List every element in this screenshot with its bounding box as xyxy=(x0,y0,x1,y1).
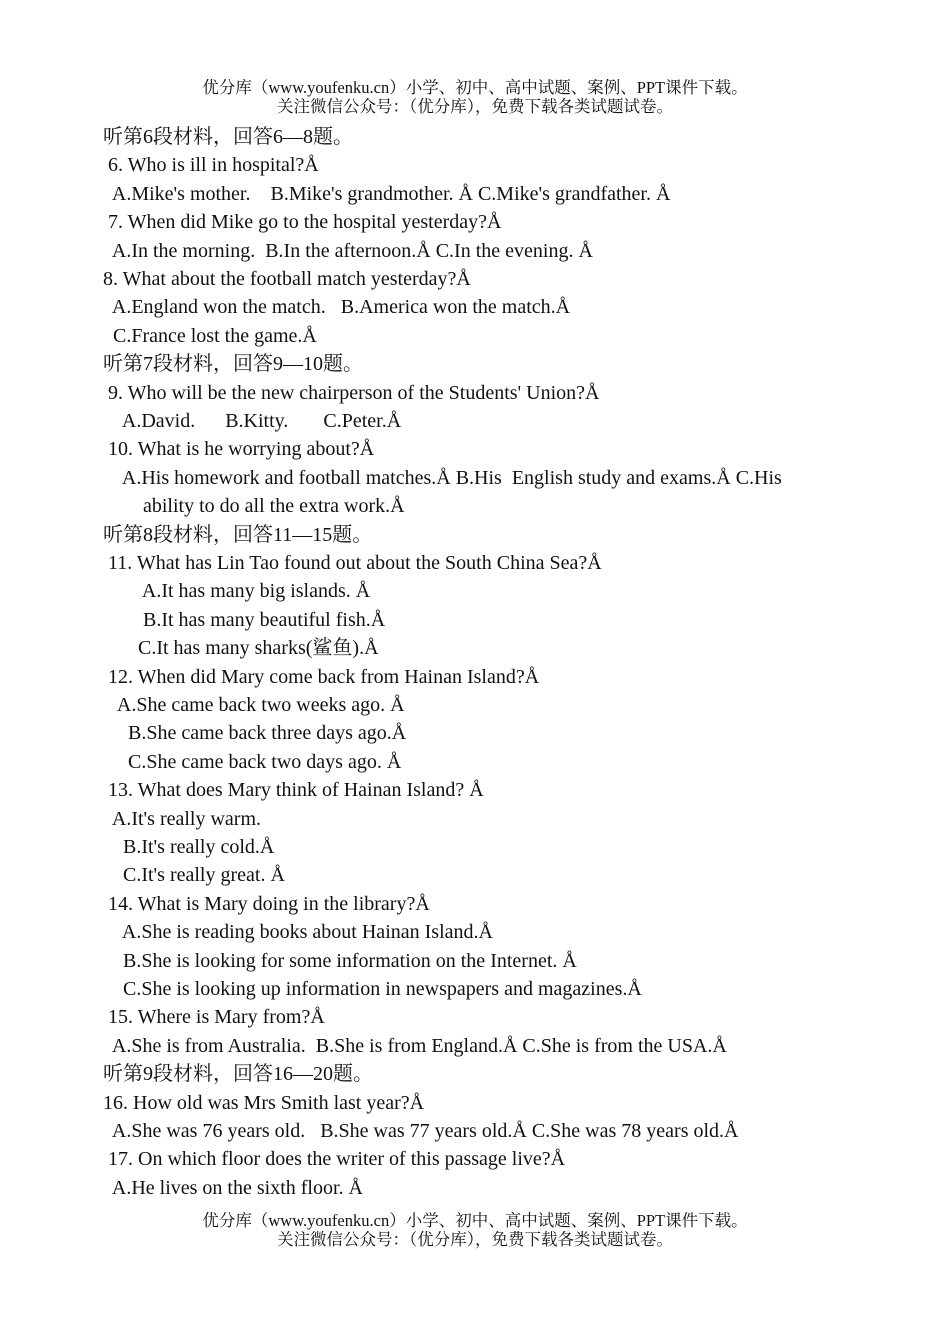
line-text: 11. What has Lin Tao found out about the South China Sea?Å xyxy=(103,552,602,574)
text-line xyxy=(103,239,593,263)
text-line xyxy=(103,409,401,433)
line-text: B.She is looking for some information on the Internet. Å xyxy=(103,949,577,972)
line-text: C.She came back two days ago. Å xyxy=(103,750,402,773)
line-text: 6. Who is ill in hospital?Å xyxy=(103,154,319,177)
line-text: 听第8段材料，回答11—15题。 xyxy=(103,523,373,546)
line-text: 9. Who will be the new chairperson of the Students' Union?Å xyxy=(103,381,600,404)
line-text: C.It's really great. Å xyxy=(103,864,285,887)
line-text: 12. When did Mary come back from Hainan Island?Å xyxy=(103,665,540,688)
text-line xyxy=(103,608,385,632)
text-line xyxy=(103,125,353,149)
text-line xyxy=(103,210,501,234)
page-header xyxy=(0,78,950,116)
text-line xyxy=(103,892,430,916)
text-line xyxy=(103,750,401,774)
line-text: B.It has many beautiful fish.Å xyxy=(103,608,386,631)
text-line xyxy=(103,721,406,745)
page-footer xyxy=(0,1211,950,1249)
text-line xyxy=(103,352,363,376)
line-text: A.It has many big islands. Å xyxy=(103,580,371,603)
text-line xyxy=(103,267,471,291)
text-line xyxy=(103,523,372,547)
line-text: 10. What is he worrying about?Å xyxy=(103,438,375,461)
text-line xyxy=(103,437,374,461)
line-text: A.She is from Australia. B.She is from England.Å C.She is from the USA.Å xyxy=(103,1034,727,1057)
text-line xyxy=(103,778,484,802)
text-line xyxy=(103,579,370,603)
footer-line-1: 优分库（www.youfenku.cn）小学、初中、高中试题、案例、PPT课件下载。 xyxy=(202,1211,748,1230)
line-text: A.It's really warm. xyxy=(103,807,262,830)
line-text: A.She came back two weeks ago. Å xyxy=(103,694,405,716)
text-line xyxy=(103,153,319,177)
line-text: ability to do all the extra work.Å xyxy=(103,495,405,518)
header-line-1: 优分库（www.youfenku.cn）小学、初中、高中试题、案例、PPT课件下载。 xyxy=(202,78,748,97)
text-line xyxy=(103,494,405,518)
text-line xyxy=(103,636,379,660)
text-line xyxy=(103,466,782,490)
line-text: A.He lives on the sixth floor. Å xyxy=(103,1176,363,1199)
text-line xyxy=(103,977,642,1001)
text-line xyxy=(103,920,493,944)
text-line xyxy=(103,693,405,717)
text-line xyxy=(103,1005,325,1029)
text-line xyxy=(103,863,285,887)
text-line xyxy=(103,381,599,405)
line-text: 8. What about the football match yesterday?Å xyxy=(103,268,471,290)
line-text: 听第9段材料，回答16—20题。 xyxy=(103,1063,373,1086)
text-line xyxy=(103,949,577,973)
footer-line-2: 关注微信公众号：（优分库），免费下载各类试题试卷。 xyxy=(277,1230,673,1249)
text-line xyxy=(103,1091,424,1115)
header-line-2: 关注微信公众号：（优分库），免费下载各类试题试卷。 xyxy=(277,97,673,116)
line-text: 17. On which floor does the writer of this passage live?Å xyxy=(103,1148,566,1171)
line-text: 13. What does Mary think of Hainan Island? Å xyxy=(103,779,484,802)
text-line xyxy=(103,835,274,859)
text-line xyxy=(103,1147,565,1171)
text-line xyxy=(103,295,570,319)
line-text: B.She came back three days ago.Å xyxy=(103,722,407,745)
text-line xyxy=(103,1119,738,1143)
text-line xyxy=(103,1176,363,1200)
text-line xyxy=(103,1034,727,1058)
text-line xyxy=(103,551,602,575)
line-text: 15. Where is Mary from?Å xyxy=(103,1006,325,1029)
text-line xyxy=(103,324,317,348)
line-text: A.His homework and football matches.Å B.His English study and exams.Å C.His xyxy=(103,466,782,489)
line-text: C.She is looking up information in newspapers and magazines.Å xyxy=(103,978,642,1000)
text-line xyxy=(103,665,539,689)
line-text: 7. When did Mike go to the hospital yesterday?Å xyxy=(103,211,502,234)
line-text: A.She was 76 years old. B.She was 77 years old.Å C.She was 78 years old.Å xyxy=(103,1120,739,1142)
line-text: A.In the morning. B.In the afternoon.Å C.In the evening. Å xyxy=(103,239,593,262)
line-text: 14. What is Mary doing in the library?Å xyxy=(103,892,430,915)
line-text: 听第7段材料，回答9—10题。 xyxy=(103,353,363,376)
text-line xyxy=(103,807,261,831)
text-line xyxy=(103,182,670,206)
line-text: B.It's really cold.Å xyxy=(103,836,275,858)
text-line xyxy=(103,1062,373,1086)
line-text: A.Mike's mother. B.Mike's grandmother. Å C.Mike's grandfather. Å xyxy=(103,182,671,205)
line-text: C.France lost the game.Å xyxy=(103,324,317,347)
line-text: 听第6段材料，回答6—8题。 xyxy=(103,126,353,148)
line-text: A.She is reading books about Hainan Island.Å xyxy=(103,921,493,944)
line-text: 16. How old was Mrs Smith last year?Å xyxy=(103,1091,425,1114)
line-text: A.England won the match. B.America won the match.Å xyxy=(103,296,571,319)
line-text: C.It has many sharks(鲨鱼).Å xyxy=(103,637,379,660)
line-text: A.David. B.Kitty. C.Peter.Å xyxy=(103,410,402,432)
